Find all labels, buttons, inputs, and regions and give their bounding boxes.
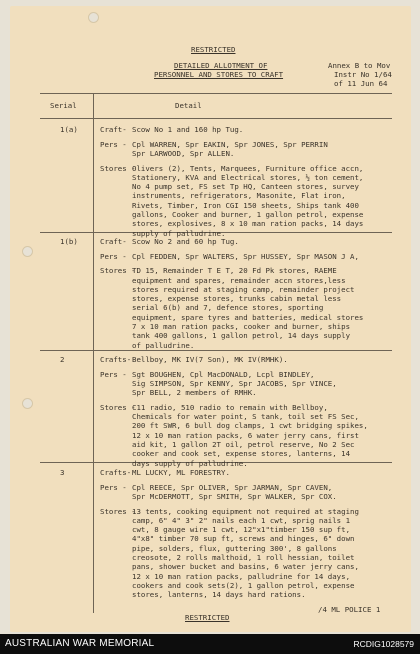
pers-line: Spr McDERMOTT, Spr SMITH, Spr WALKER, Spr COX. (132, 492, 337, 502)
pers-line: Cpl FEDDEN, Spr WALTERS, Spr HUSSEY, Spr MASON J A, (132, 251, 359, 261)
stores-line: No 4 pump set, FS set Tp HQ, Canteen stores, survey (132, 182, 359, 192)
stores-line: cookers and cook sets(2), 1 gallon petrol, expense (132, 580, 355, 590)
stores-line: of palludrine. (132, 340, 195, 350)
craft-value: Scow No 2 and 60 hp Tug. (132, 237, 239, 246)
stores-line: stores, explosives, 8 x 10 man ration packs, 14 days (132, 219, 364, 229)
stores-line: Olivers (2), Tents, Marquees, Furniture office accn, (132, 163, 364, 173)
stores-line: camp, 6" 4" 3" 2" nails each 1 cwt, sprig nails 1 (132, 515, 351, 525)
stores-line: 12 x 10 man ration packs, palludrine for 14 days, (132, 571, 351, 581)
row-serial: 3 (60, 468, 65, 477)
pers-line: Cpl REECE, Spr OLIVER, Spr JARMAN, Spr CAVEN, (132, 482, 333, 492)
stores-line: 7 x 10 man ration packs, cooker and burner, ships (132, 322, 351, 332)
row-serial: 1(b) (60, 237, 78, 246)
stores-line: Chemicals for water point, S tank, toil set FS Sec, (132, 412, 359, 422)
table-column-rule (93, 93, 94, 613)
stores-line: C11 radio, 510 radio to remain with Bellboy, (132, 402, 328, 412)
stores-line: Stationery, KVA and Electrical stores, ½ ton cement, (132, 172, 364, 182)
craft-label: Crafts- (100, 468, 132, 477)
pers-line: Sgt BOUGHEN, Cpl MacDONALD, Lcpl BINDLEY, (132, 369, 315, 379)
craft-value: ML LUCKY, ML FORESTRY. (132, 468, 230, 477)
craft-label: Crafts- (100, 355, 132, 364)
stores-line: tank 400 gallons, 1 gallon petrol, 14 days supply (132, 331, 351, 341)
stores-line: 200 ft SWR, 6 bull dog clamps, 1 cwt bridging spikes, (132, 421, 368, 431)
stores-line: instruments, refrigerators, Masonite, Flat iron, (132, 191, 346, 201)
stores-line: 4"x8" timber 70 sup ft, screws and hinges, 6" down (132, 534, 355, 544)
pers-line: Spr LARWOOD, Spr ALLEN. (132, 149, 235, 159)
row-divider (40, 350, 392, 351)
stores-label: Stores - (100, 506, 136, 516)
annex-line-3: of 11 Jun 64 (334, 79, 388, 88)
title-line-1: DETAILED ALLOTMENT OF (174, 61, 268, 70)
pers-label: Pers - (100, 369, 127, 379)
stores-line: cwt, 8 gauge wire 1 cwt, 12"x1"timber 150 sup ft, (132, 525, 351, 535)
classification-bottom: RESTRICTED (185, 613, 230, 622)
annex-line-1: Annex B to Mov (328, 61, 391, 70)
title-line-2: PERSONNEL AND STORES TO CRAFT (154, 70, 284, 79)
pers-label: Pers - (100, 482, 127, 492)
pers-label: Pers - (100, 251, 127, 261)
stores-line: cooker and cook set, expense stores, lanterns, 14 (132, 449, 351, 459)
stores-line: 12 x 10 man ration packs, 6 water jerry cans, first (132, 430, 359, 440)
stores-label: Stores - (100, 266, 136, 276)
stores-line: equipment, spare tyres and batteries, medical stores (132, 312, 364, 322)
column-header-detail: Detail (175, 101, 202, 110)
craft-value: Bellboy, MK IV(7 Son), MK IV(RMHK). (132, 355, 288, 364)
item-id: RCDIG1028579 (353, 639, 414, 649)
classification-top: RESTRICTED (191, 45, 236, 54)
stores-label: Stores - (100, 402, 136, 412)
pers-label: Pers - (100, 139, 127, 149)
stores-line: equipment and spares, remainder accn stores,less (132, 275, 346, 285)
stores-line: pans, shower bucket and basins, 6 water jerry cans, (132, 562, 359, 572)
stores-line: stores, lanterns, 14 days hard rations. (132, 590, 306, 600)
continuation-note: /4 ML POLICE 1 (318, 605, 381, 614)
stores-line: Rivets, Timber, Iron CGI 150 sheets, Ships tank 400 (132, 200, 359, 210)
punch-hole (88, 12, 99, 23)
pers-line: Cpl WARREN, Spr EAKIN, Spr JONES, Spr PERRIN (132, 139, 328, 149)
stores-line: creosote, 2 rolls malthoid, 1 roll hessian, toilet (132, 553, 355, 563)
punch-hole (22, 398, 33, 409)
stores-line: supply of palludrine. (132, 228, 226, 238)
stores-line: pipe, solders, flux, guttering 300', 8 gallons (132, 543, 337, 553)
source-label: AUSTRALIAN WAR MEMORIAL (5, 638, 155, 649)
pers-line: Spr BELL, 2 members of RMHK. (132, 388, 257, 398)
annex-line-2: Instr No 1/64 (334, 70, 392, 79)
craft-label: Craft- (100, 237, 127, 246)
row-serial: 1(a) (60, 125, 78, 134)
stores-line: stores, expense stores, trunks cabin metal less (132, 294, 342, 304)
stores-line: stores required at staging camp, remainder project (132, 284, 355, 294)
stores-line: gallons, Cooker and burner, 1 gallon petrol, expense (132, 210, 364, 220)
stores-label: Stores - (100, 163, 136, 173)
punch-hole (22, 246, 33, 257)
column-header-serial: Serial (50, 101, 77, 110)
stores-line: days supply of palludrine. (132, 458, 248, 468)
stores-line: TD 15, Remainder T E T, 20 Fd Pk stores, RAEME (132, 266, 337, 276)
stores-line: 13 tents, cooking equipment not required at staging (132, 506, 359, 516)
attribution-bar (0, 634, 420, 654)
pers-line: Sig SIMPSON, Spr KENNY, Spr JACOBS, Spr VINCE, (132, 379, 337, 389)
stores-line: serial 6(b) and 7, defence stores, sporting (132, 303, 324, 313)
craft-label: Craft- (100, 125, 127, 134)
craft-value: Scow No 1 and 160 hp Tug. (132, 125, 244, 134)
row-serial: 2 (60, 355, 65, 364)
stores-line: aid kit, 1 gallon 2T oil, petrol reserve, No 2 Sec (132, 440, 355, 450)
